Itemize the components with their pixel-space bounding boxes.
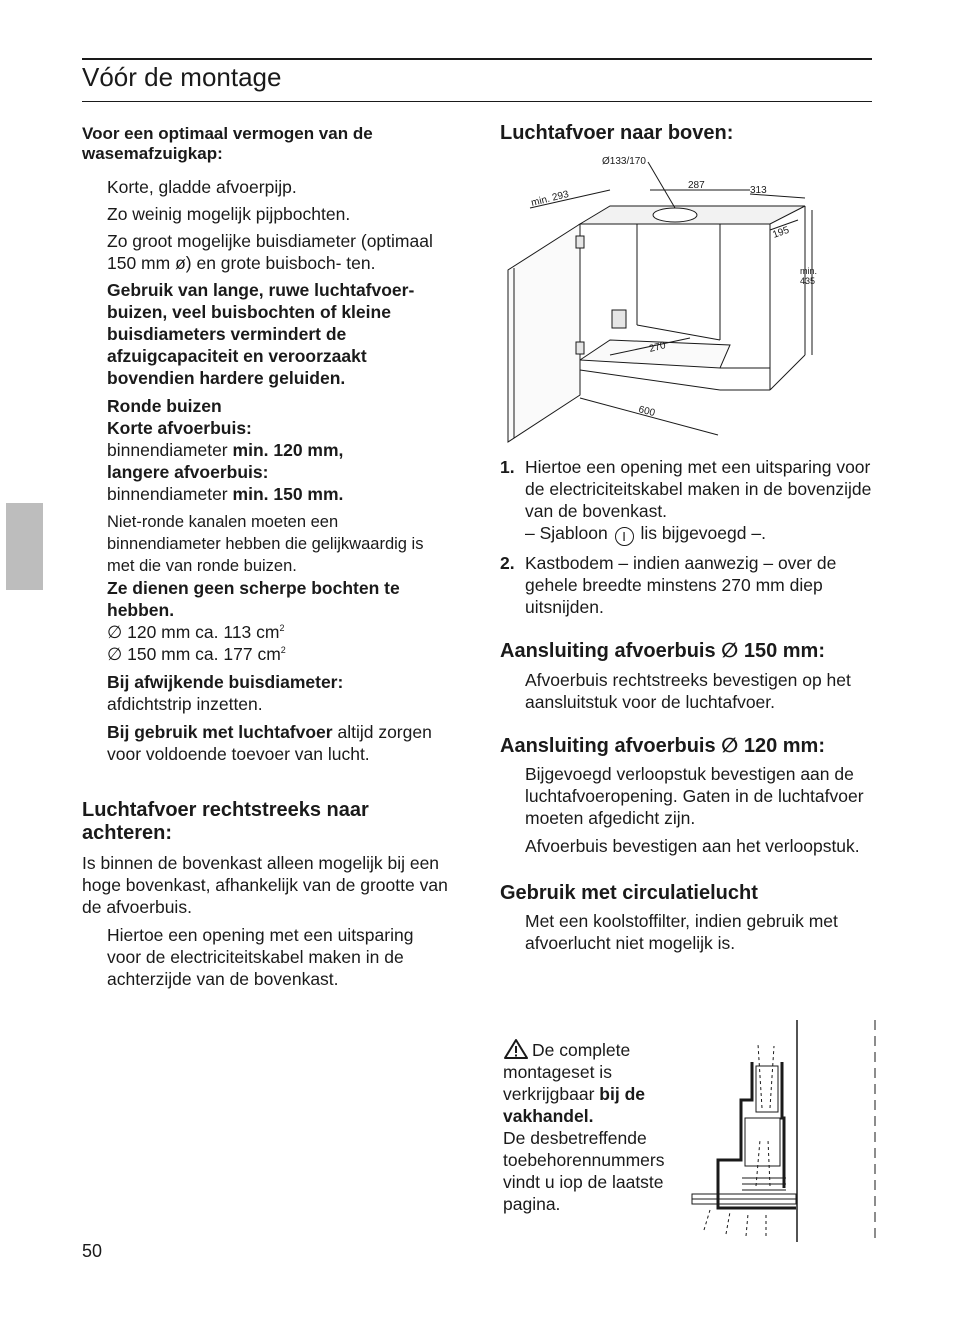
template-suffix: lis bijgevoegd –.: [635, 523, 766, 543]
connection-120-text-a: Bijgevoegd verloopstuk bevestigen aan de luchtafvoeropening. Gaten in de luchtafvoer moeten afgedicht zijn.: [525, 764, 864, 828]
label-270: 270: [648, 340, 667, 355]
warning-icon: [503, 1038, 529, 1060]
label-313: 313: [750, 185, 767, 196]
step-1-text: Hiertoe een opening met een uitsparing voor de electriciteitskabel maken in de bovenzijde van de bovenkast.: [525, 457, 872, 521]
step-1-number: 1.: [500, 457, 515, 477]
step-2-text: Kastbodem – indien aanwezig – over de gehele breedte minstens 270 mm diep uitsnijden.: [525, 553, 837, 617]
tip-large-diameter: Zo groot mogelijke buisdiameter (optimaal 150 mm ø) en grote buisboch- ten.: [107, 231, 433, 273]
title-underline: [82, 101, 872, 102]
non-round-note: Niet-ronde kanalen moeten een binnendiameter hebben die gelijkwaardig is met die van ronde buizen.: [107, 513, 424, 575]
label-287: 287: [688, 180, 705, 191]
section-tab: [6, 503, 43, 590]
label-195: 195: [771, 224, 791, 241]
page-title: Vóór de montage: [82, 62, 282, 92]
area-exponent: 2: [279, 623, 285, 634]
circulation-heading: Gebruik met circulatielucht: [500, 882, 758, 904]
deviating-text: afdichtstrip inzetten.: [107, 694, 263, 714]
area-150: ∅ 150 mm ca. 177 cm: [107, 644, 281, 664]
step-1: [500, 456, 872, 546]
inner-diameter-label: binnendiameter: [107, 440, 228, 460]
deviating-label: Bij afwijkende buisdiameter:: [107, 672, 344, 692]
rear-exhaust-step: Hiertoe een opening met een uitsparing voor de electriciteitskabel maken in de achterzijde van de bovenkast.: [107, 925, 414, 989]
label-600: 600: [637, 404, 657, 419]
template-i-icon: I: [615, 527, 634, 546]
template-prefix: – Sjabloon: [525, 523, 613, 543]
connection-150-heading: Aansluiting afvoerbuis ∅ 150 mm:: [500, 640, 825, 662]
intro-heading: Voor een optimaal vermogen van de wasemafzuigkap:: [82, 124, 373, 163]
label-diameter: Ø133/170: [602, 156, 646, 167]
connection-120-heading: Aansluiting afvoerbuis ∅ 120 mm:: [500, 735, 825, 757]
right-column: [500, 122, 872, 145]
step-2-number: 2.: [500, 553, 515, 573]
cabinet-diagram: [500, 150, 830, 450]
air-supply-text: altijd zorgen voor voldoende toevoer van lucht.: [107, 722, 432, 764]
long-pipe-label: langere afvoerbuis:: [107, 462, 269, 482]
left-column: [82, 124, 452, 990]
right-column-lower: [500, 456, 872, 954]
round-pipes-title: Ronde buizen: [107, 396, 222, 416]
noise-warning: Gebruik van lange, ruwe luchtafvoer- buizen, veel buisbochten of kleine buisdiameters vermindert de afzuigcapaciteit en veroorzaakt bovendien hardere geluiden.: [107, 280, 415, 388]
no-sharp-bends: Ze dienen geen scherpe bochten te hebben.: [107, 578, 400, 620]
step-2: [500, 552, 872, 618]
short-pipe-label: Korte afvoerbuis:: [107, 418, 252, 438]
tip-few-bends: Zo weinig mogelijk pijpbochten.: [107, 204, 351, 224]
tip-short-pipe: Korte, gladde afvoerpijp.: [107, 177, 297, 197]
note-text-a: De complete montageset is verkrijgbaar: [503, 1040, 631, 1104]
montage-set-note: [503, 1038, 685, 1215]
connection-120-text-b: Afvoerbuis bevestigen aan het verloopstuk.: [525, 836, 860, 856]
page-number: 50: [82, 1241, 103, 1261]
recirculation-diagram: [686, 1018, 878, 1244]
air-supply-label: Bij gebruik met luchtafvoer: [107, 722, 333, 742]
inner-diameter-label-2: binnendiameter: [107, 484, 228, 504]
connection-150-text: Afvoerbuis rechtstreeks bevestigen op het aansluitstuk voor de luchtafvoer.: [525, 670, 851, 712]
note-text-b: De desbetreffende toebehorennummers vindt u iop de laatste pagina.: [503, 1128, 665, 1214]
rear-exhaust-text: Is binnen de bovenkast alleen mogelijk bij een hoge bovenkast, afhankelijk van de grootte van de afvoerbuis.: [82, 853, 448, 917]
long-pipe-value: min. 150 mm.: [232, 484, 344, 504]
upward-exhaust-heading: Luchtafvoer naar boven:: [500, 122, 734, 144]
short-pipe-value: min. 120 mm,: [232, 440, 344, 460]
round-pipes-block: [82, 395, 452, 505]
area-exponent-2: 2: [280, 645, 286, 656]
area-120: ∅ 120 mm ca. 113 cm: [107, 622, 280, 642]
label-435: 435: [800, 276, 816, 286]
top-rule: [82, 58, 872, 60]
circulation-text: Met een koolstoffilter, indien gebruik met afvoerlucht niet mogelijk is.: [525, 911, 838, 953]
label-min: min.: [800, 266, 818, 276]
label-min293: min. 293: [530, 188, 570, 209]
rear-exhaust-heading: Luchtafvoer rechtstreeks naar achteren:: [82, 799, 369, 844]
note-dealer: bij de vakhandel.: [503, 1084, 645, 1126]
